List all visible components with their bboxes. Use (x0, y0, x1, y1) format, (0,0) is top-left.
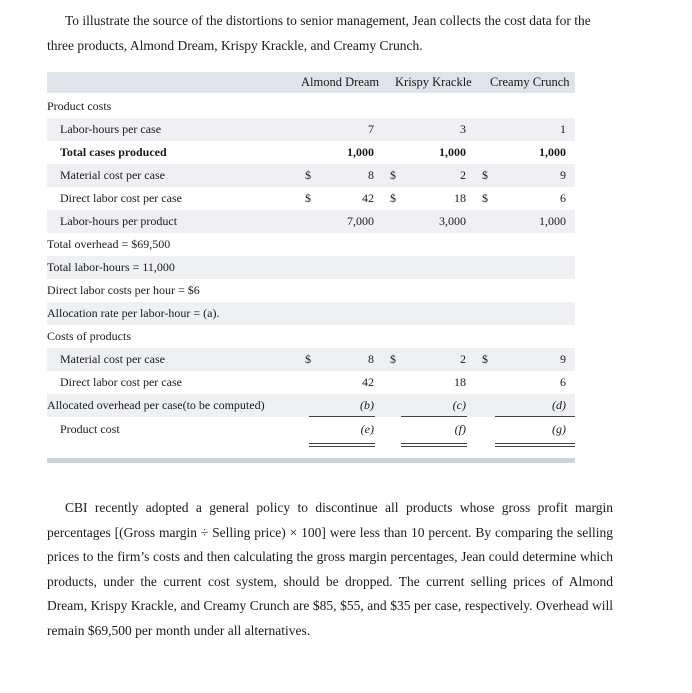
table-row (47, 348, 575, 371)
intro-paragraph: To illustrate the source of the distortions to senior management, Jean collects the cost data for the three products, Almond Dream, Krispy Krackle, and Creamy Crunch. (47, 13, 591, 53)
subtotal-rule (495, 416, 575, 417)
cell-value: (g) (552, 422, 566, 436)
total-double-rule (401, 446, 467, 447)
cell-value: 42 (362, 375, 374, 389)
col-header-krispy-krackle: Krispy Krackle (395, 75, 472, 89)
cell-value: 3,000 (439, 214, 466, 228)
cell-value: 6 (560, 191, 566, 205)
total-double-rule (495, 443, 575, 444)
total-labor-hours-text: Total labor-hours = 11,000 (47, 260, 175, 274)
section-label-product-costs: Product costs (47, 99, 112, 113)
cell-value: 7 (368, 122, 374, 136)
row-label: Total cases produced (60, 145, 167, 159)
cell-value: 3 (460, 122, 466, 136)
dollar-sign: $ (305, 168, 311, 182)
dollar-sign: $ (482, 352, 488, 366)
col-header-almond-dream: Almond Dream (301, 75, 380, 89)
total-double-rule (495, 446, 575, 447)
row-label: Material cost per case (60, 168, 165, 182)
cell-value: 1,000 (439, 145, 466, 159)
row-label: Labor-hours per case (60, 122, 162, 136)
total-double-rule (401, 443, 467, 444)
dollar-sign: $ (305, 352, 311, 366)
cell-value: 42 (362, 191, 374, 205)
table-row (47, 256, 575, 279)
dollar-sign: $ (482, 168, 488, 182)
cell-value: 1,000 (539, 145, 566, 159)
allocation-rate-text: Allocation rate per labor-hour = (a). (47, 306, 220, 320)
row-label: Direct labor cost per case (60, 375, 182, 389)
dollar-sign: $ (305, 191, 311, 205)
table-row (47, 233, 575, 256)
subtotal-rule (401, 416, 467, 417)
cell-value: 9 (560, 352, 566, 366)
cell-value: 6 (560, 375, 566, 389)
cell-value: 1,000 (539, 214, 566, 228)
table-row (47, 95, 575, 118)
cell-value: 18 (454, 191, 466, 205)
cell-value: (d) (552, 398, 566, 412)
cell-value: 8 (368, 352, 374, 366)
table-row (47, 187, 575, 210)
total-overhead-text: Total overhead = $69,500 (47, 237, 171, 251)
cell-value: 2 (460, 352, 466, 366)
cell-value: (f) (454, 422, 466, 436)
cell-value: 9 (560, 168, 566, 182)
cell-value: 7,000 (347, 214, 374, 228)
dollar-sign: $ (390, 352, 396, 366)
table-row (47, 302, 575, 325)
table-row (47, 210, 575, 233)
cost-data-table (47, 72, 575, 464)
row-label: Allocated overhead per case(to be computed) (47, 398, 265, 412)
col-header-creamy-crunch: Creamy Crunch (490, 75, 570, 89)
table-header (47, 72, 575, 93)
cell-value: (e) (360, 422, 374, 436)
dollar-sign: $ (482, 191, 488, 205)
cell-value: 8 (368, 168, 374, 182)
section-label-costs-of-products: Costs of products (47, 329, 131, 343)
direct-labor-rate-text: Direct labor costs per hour = $6 (47, 283, 200, 297)
table-row (47, 394, 575, 417)
cell-value: (b) (360, 398, 374, 412)
dollar-sign: $ (390, 168, 396, 182)
cell-value: 1,000 (347, 145, 374, 159)
table-footer-band (47, 458, 575, 463)
subtotal-rule (309, 416, 375, 417)
cell-value: 1 (560, 122, 566, 136)
cell-value: 18 (454, 375, 466, 389)
policy-paragraph: CBI recently adopted a general policy to discontinue all products whose gross profit margin percentages [(Gross margin ÷ Selling price) × 100] were less than 10 percent. By comparing the selling prices to the firm’s costs and then calculating the gross margin percentages, Jean could determine which products, under the current cost system, should be dropped. The current selling prices of Almond Dream, Krispy Krackle, and Creamy Crunch are $85, $55, and $35 per case, respectively. Overhead will remain $69,500 per month under all alternatives. (47, 500, 613, 638)
cell-value: (c) (452, 398, 466, 412)
table-row (47, 118, 575, 141)
table-row (47, 279, 575, 302)
total-double-rule (309, 443, 375, 444)
table-row (47, 164, 575, 187)
total-double-rule (309, 446, 375, 447)
table-row (47, 325, 575, 348)
table-row (47, 371, 575, 394)
row-label: Product cost (60, 422, 120, 436)
cell-value: 2 (460, 168, 466, 182)
row-label: Material cost per case (60, 352, 165, 366)
row-label: Direct labor cost per case (60, 191, 182, 205)
row-label: Labor-hours per product (60, 214, 178, 228)
table-row (47, 421, 575, 444)
dollar-sign: $ (390, 191, 396, 205)
table-row (47, 141, 575, 164)
